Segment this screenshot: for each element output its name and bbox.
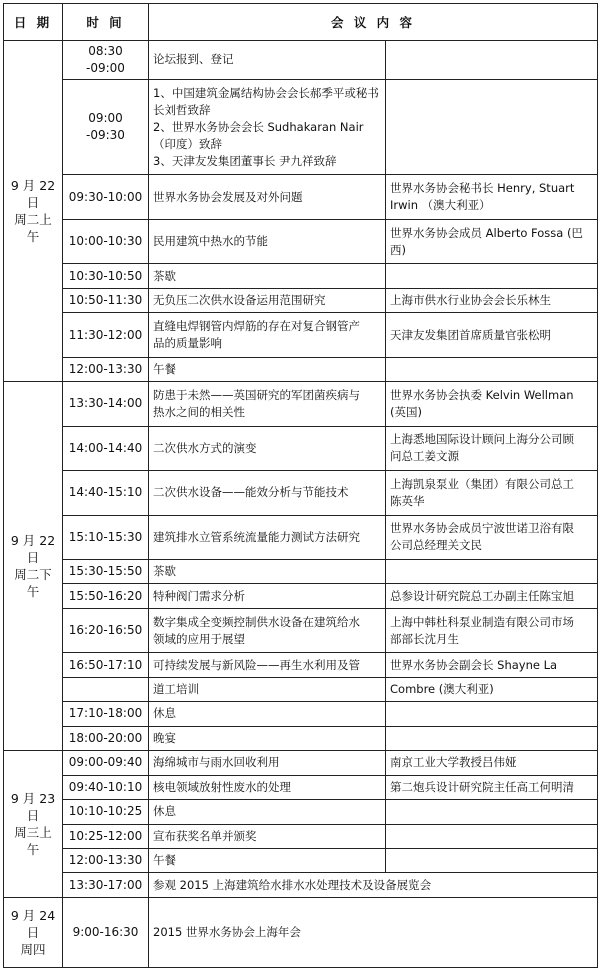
text-line: 上海悉地国际设计顾问上海分公司顾 [390, 432, 574, 447]
topic-cell [149, 219, 386, 263]
text-line: 陈英华 [390, 493, 425, 508]
text-line: 晚宴 [153, 730, 176, 745]
text-line: 数字集成全变频控制供水设备在建筑给水 [153, 614, 360, 629]
time-cell: 14:40-15:10 [63, 471, 149, 515]
text-line: 第二炮兵设计研究院主任高工何明清 [390, 779, 574, 794]
schedule-row [4, 264, 598, 288]
speaker-cell [386, 357, 598, 381]
schedule-row [4, 584, 598, 608]
time-cell: 15:30-15:50 [63, 560, 149, 584]
text-line: 建筑排水立管系统流量能力测试方法研究 [153, 529, 360, 544]
schedule-row [4, 426, 598, 470]
schedule-body [4, 41, 598, 968]
text-line: 世界水务协会秘书长 Henry, Stuart [390, 181, 575, 196]
topic-cell [149, 800, 386, 824]
speaker-cell [386, 313, 598, 357]
topic-cell [149, 175, 386, 219]
time-cell: 09:30-10:00 [63, 175, 149, 219]
time-cell: 18:00-20:00 [63, 726, 149, 750]
date-cell: 9 月 24 日 周四 [4, 897, 63, 967]
schedule-row [4, 848, 598, 872]
time-cell: 16:50-17:10 [63, 653, 149, 677]
text-line: 上海中韩杜科泵业制造有限公司市场 [390, 614, 574, 629]
schedule-row [4, 357, 598, 381]
topic-cell [149, 357, 386, 381]
time-cell: 17:10-18:00 [63, 702, 149, 726]
time-cell: 14:00-14:40 [63, 426, 149, 470]
time-cell: 9:00-16:30 [63, 897, 149, 967]
time-cell: 13:30-17:00 [63, 873, 149, 897]
schedule-row [4, 608, 598, 652]
topic-cell [149, 677, 386, 701]
speaker-cell [386, 608, 598, 652]
schedule-row [4, 382, 598, 426]
text-line: 直缝电焊钢管内焊筋的存在对复合钢管产 [153, 319, 360, 333]
speaker-cell [386, 515, 598, 559]
schedule-row [4, 751, 598, 775]
schedule-row [4, 313, 598, 357]
topic-cell [149, 560, 386, 584]
schedule-row [4, 219, 598, 263]
text-line: 上海市供水行业协会会长乐林生 [390, 293, 551, 308]
time-cell: 10:25-12:00 [63, 824, 149, 848]
text-line: 休息 [153, 804, 176, 819]
topic-cell [149, 775, 386, 799]
topic-cell [149, 313, 386, 357]
text-line: (英国) [390, 404, 422, 419]
text-line: 西) [390, 242, 406, 257]
date-cell: 9 月 22 日 周二下 午 [4, 382, 63, 751]
text-line: 热水之间的相关性 [153, 404, 245, 419]
topic-cell [149, 824, 386, 848]
text-line: 总参设计研究院总工办副主任陈宝旭 [390, 588, 574, 603]
speaker-cell [386, 702, 598, 726]
text-line: 特种阀门需求分析 [153, 588, 245, 603]
text-line: 上海凯泉泵业（集团）有限公司总工 [390, 476, 574, 491]
text-line: 民用建筑中热水的节能 [153, 234, 268, 249]
text-line: 二次供水设备——能效分析与节能技术 [153, 485, 349, 500]
time-cell: 13:30-14:00 [63, 382, 149, 426]
topic-cell [149, 41, 386, 80]
text-line: 道工培训 [153, 682, 199, 697]
schedule-row [4, 702, 598, 726]
text-line: 可持续发展与新风险——再生水利用及管 [153, 657, 360, 672]
schedule-row [4, 79, 598, 175]
schedule-row [4, 677, 598, 701]
speaker-cell [386, 653, 598, 677]
text-line: 茶歇 [153, 268, 176, 283]
time-cell: 10:00-10:30 [63, 219, 149, 263]
time-cell: 11:30-12:00 [63, 313, 149, 357]
schedule-row [4, 824, 598, 848]
text-line: 二次供水方式的演变 [153, 440, 257, 455]
text-line: Combre (澳大利亚) [390, 682, 494, 697]
speaker-cell [386, 824, 598, 848]
topic-cell [149, 426, 386, 470]
speaker-cell [386, 677, 598, 701]
topic-cell [149, 79, 386, 175]
time-cell: 09:00-09:40 [63, 751, 149, 775]
text-line: 论坛报到、登记 [153, 52, 234, 67]
topic-cell [149, 584, 386, 608]
text-line: 部部长沈月生 [390, 631, 459, 646]
schedule-row [4, 560, 598, 584]
topic-cell [149, 288, 386, 312]
text-line: 2015 世界水务协会上海年会 [153, 924, 301, 939]
header-time: 时 间 [63, 4, 149, 41]
speaker-cell [386, 471, 598, 515]
text-line: 午餐 [153, 853, 176, 868]
text-line: Irwin （澳大利亚） [390, 198, 491, 213]
time-cell: 10:30-10:50 [63, 264, 149, 288]
time-cell [63, 677, 149, 701]
text-line: 防患于未然——英国研究的军团菌疾病与 [153, 387, 360, 402]
text-line: 2、世界水务协会会长 Sudhakaran Nair（印度）致辞 [153, 119, 364, 151]
speaker-cell [386, 41, 598, 80]
speaker-cell [386, 751, 598, 775]
topic-cell [149, 726, 386, 750]
text-line: 品的质量影响 [153, 336, 222, 350]
speaker-cell [386, 800, 598, 824]
schedule-row [4, 653, 598, 677]
topic-cell [149, 264, 386, 288]
time-cell: 08:30 -09:00 [63, 41, 149, 80]
schedule-row [4, 515, 598, 559]
speaker-cell [386, 726, 598, 750]
time-cell: 10:10-10:25 [63, 800, 149, 824]
speaker-cell [386, 175, 598, 219]
speaker-cell [386, 288, 598, 312]
speaker-cell [386, 219, 598, 263]
schedule-row [4, 800, 598, 824]
text-line: 核电领域放射性废水的处理 [153, 779, 291, 794]
text-line: 世界水务协会执委 Kelvin Wellman [390, 387, 574, 402]
speaker-cell [386, 584, 598, 608]
text-line: 南京工业大学教授吕伟娅 [390, 755, 517, 770]
schedule-row [4, 897, 598, 967]
schedule-row [4, 775, 598, 799]
speaker-cell [386, 775, 598, 799]
topic-cell [149, 382, 386, 426]
topic-cell [149, 897, 598, 967]
time-cell: 12:00-13:30 [63, 357, 149, 381]
schedule-row [4, 175, 598, 219]
text-line: 世界水务协会成员 Alberto Fossa (巴 [390, 225, 583, 240]
date-cell: 9 月 23 日 周三上 午 [4, 751, 63, 898]
topic-cell [149, 848, 386, 872]
text-line: 参观 2015 上海建筑给水排水水处理技术及设备展览会 [153, 877, 432, 892]
text-line: 3、天津友发集团董事长 尹九祥致辞 [153, 153, 337, 168]
time-cell: 09:00 -09:30 [63, 79, 149, 175]
speaker-cell [386, 560, 598, 584]
header-date: 日 期 [4, 4, 63, 41]
speaker-cell [386, 426, 598, 470]
text-line: 世界水务协会发展及对外问题 [153, 189, 303, 204]
time-cell: 16:20-16:50 [63, 608, 149, 652]
text-line: 问总工姜文源 [390, 449, 459, 464]
text-line: 领域的应用于展望 [153, 631, 245, 646]
schedule-row [4, 41, 598, 80]
speaker-cell [386, 382, 598, 426]
text-line: 海绵城市与雨水回收利用 [153, 755, 280, 770]
schedule-table [3, 3, 598, 968]
schedule-row [4, 726, 598, 750]
schedule-row [4, 873, 598, 897]
text-line: 1、中国建筑金属结构协会会长郝季平或秘书长刘哲致辞 [153, 85, 379, 117]
topic-cell [149, 608, 386, 652]
date-cell: 9 月 22 日 周二上 午 [4, 41, 63, 382]
schedule-row [4, 288, 598, 312]
topic-cell [149, 653, 386, 677]
text-line: 午餐 [153, 361, 176, 376]
header-row [4, 4, 598, 41]
text-line: 天津友发集团首席质量官张松明 [390, 327, 551, 342]
text-line: 世界水务协会副会长 Shayne La [390, 657, 558, 672]
topic-cell [149, 471, 386, 515]
text-line: 宣布获奖名单并颁奖 [153, 828, 257, 843]
time-cell: 12:00-13:30 [63, 848, 149, 872]
speaker-cell [386, 79, 598, 175]
text-line: 世界水务协会成员宁波世诺卫浴有限 [390, 521, 574, 536]
text-line: 茶歇 [153, 564, 176, 579]
topic-cell [149, 873, 598, 897]
topic-cell [149, 702, 386, 726]
topic-cell [149, 751, 386, 775]
time-cell: 09:40-10:10 [63, 775, 149, 799]
topic-cell [149, 515, 386, 559]
speaker-cell [386, 264, 598, 288]
time-cell: 10:50-11:30 [63, 288, 149, 312]
time-cell: 15:50-16:20 [63, 584, 149, 608]
schedule-row [4, 471, 598, 515]
text-line: 公司总经理关文民 [390, 538, 482, 553]
header-content: 会 议 内 容 [149, 4, 598, 41]
speaker-cell [386, 848, 598, 872]
text-line: 无负压二次供水设备运用范围研究 [153, 293, 326, 308]
time-cell: 15:10-15:30 [63, 515, 149, 559]
text-line: 休息 [153, 706, 176, 721]
